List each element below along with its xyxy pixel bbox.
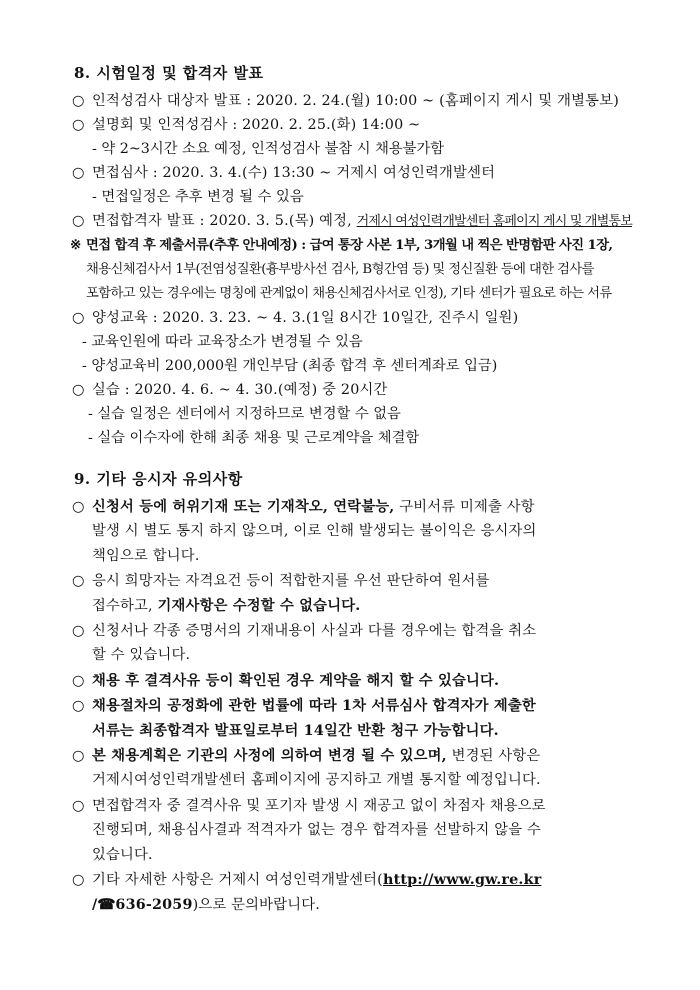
bullet-icon: ○ [72,117,85,133]
bullet-icon: ○ [72,382,85,398]
schedule-item-interview-result: ○ 면접합격자 발표 : 2020. 3. 5.(목) 예정, 거제시 여성인력개발센터 홈페이지 게시 및 개별통보 [66,209,660,234]
section-9-title: 9. 기타 응시자 유의사항 [74,470,243,488]
schedule-item-practice: ○ 실습 : 2020. 4. 6. ~ 4. 30.(예정) 중 20시간 [66,378,660,402]
bullet-icon: ○ [72,797,85,814]
notice-item-document-return: ○ 채용절차의 공정화에 관한 법률에 따라 1차 서류심사 합격자가 제출한 서류는 최종합격자 발표일로부터 14일간 반환 청구 가능합니다. [66,694,660,743]
submission-note-line3: 포함하고 있는 경우에는 명칭에 관계없이 채용신체검사서로 인정), 기타 센터가 필요로 하는 서류 [86,286,612,301]
note-mark-icon: ※ [70,238,81,253]
bullet-icon: ○ [72,573,85,590]
schedule-item-training-detail-2: - 양성교육비 200,000원 개인부담 (최종 합격 후 센터계좌로 입금) [82,358,498,374]
bullet-icon: ○ [72,499,85,515]
section-8-title: 8. 시험일정 및 합격자 발표 [74,64,264,82]
notice-item-eligibility: ○ 응시 희망자는 자격요건 등이 적합한지를 우선 판단하여 원서를 접수하고, 기재사항은 수정할 수 없습니다. [66,569,660,618]
schedule-item-briefing-detail: - 약 2~3시간 소요 예정, 인적성검사 불참 시 채용불가함 [92,141,445,157]
bullet-icon: ○ [72,310,85,326]
schedule-item-interview: ○ 면접심사 : 2020. 3. 4.(수) 13:30 ~ 거제시 여성인력개발센터 [66,161,660,185]
notice-item-false-entry: ○ 신청서 등에 허위기재 또는 기재착오, 연락불능, 구비서류 미제출 사항 발생 시 별도 통지 하지 않으며, 이로 인해 발생되는 불이익은 응시자의 책임으로 합니다. [66,495,660,568]
notice-item-plan-change: ○ 본 채용계획은 기관의 사정에 의하여 변경 될 수 있으며, 변경된 사항은 거제시여성인력개발센터 홈페이지에 공지하고 개별 통지할 예정입니다. [66,744,660,793]
submission-note-line2: 채용신체검사서 1부(전염성질환(흉부방사선 검사, B형간염 등) 및 정신질환 등에 대한 검사를 [86,262,594,277]
schedule-item-interview-detail: - 면접일정은 추후 변경 될 수 있음 [92,189,304,205]
underlined-notice: 거제시 여성인력개발센터 홈페이지 게시 및 개별통보 [356,214,632,229]
notice-item-document-mismatch: ○ 신청서나 각종 증명서의 기재내용이 사실과 다를 경우에는 합격을 취소 할 수 있습니다. [66,619,660,668]
phone-number: /☎636-2059 [92,896,193,913]
schedule-item-briefing: ○ 설명회 및 인적성검사 : 2020. 2. 25.(화) 14:00 ~ [66,113,660,137]
notice-item-contact: ○ 기타 자세한 사항은 거제시 여성인력개발센터(http://www.gw.re.kr /☎636-2059)으로 문의바랍니다. [66,868,660,917]
bullet-icon: ○ [72,623,85,640]
bullet-icon: ○ [72,213,85,229]
bullet-icon: ○ [72,93,85,109]
center-website-link[interactable]: http://www.gw.re.kr [382,872,542,889]
bullet-icon: ○ [72,672,85,689]
bullet-icon: ○ [72,165,85,181]
bullet-icon: ○ [72,698,85,715]
notice-item-contract-termination: ○ 채용 후 결격사유 등이 확인된 경우 계약을 해지 할 수 있습니다. [66,669,660,693]
schedule-item-aptitude-announcement: ○ 인적성검사 대상자 발표 : 2020. 2. 24.(월) 10:00 ~ (홈페이지 게시 및 개별통보) [66,89,660,113]
schedule-item-practice-detail-2: - 실습 이수자에 한해 최종 채용 및 근로계약을 체결함 [88,430,420,446]
bullet-icon: ○ [72,872,85,889]
bullet-icon: ○ [72,748,85,765]
schedule-item-training: ○ 양성교육 : 2020. 3. 23. ~ 4. 3.(1일 8시간 10일간, 진주시 일원) [66,306,660,330]
schedule-item-practice-detail-1: - 실습 일정은 센터에서 지정하므로 변경할 수 없음 [88,406,401,422]
submission-note: ※ 면접 합격 후 제출서류(추후 안내예정) : 급여 통장 사본 1부, 3개월 내 찍은 반명함판 사진 1장, [66,234,660,258]
schedule-item-training-detail-1: - 교육인원에 따라 교육장소가 변경될 수 있음 [82,334,363,350]
notice-item-runner-up: ○ 면접합격자 중 결격사유 및 포기자 발생 시 재공고 없이 차점자 채용으로 진행되며, 채용심사결과 적격자가 없는 경우 합격자를 선발하지 않을 수 있습니다. [66,794,660,867]
